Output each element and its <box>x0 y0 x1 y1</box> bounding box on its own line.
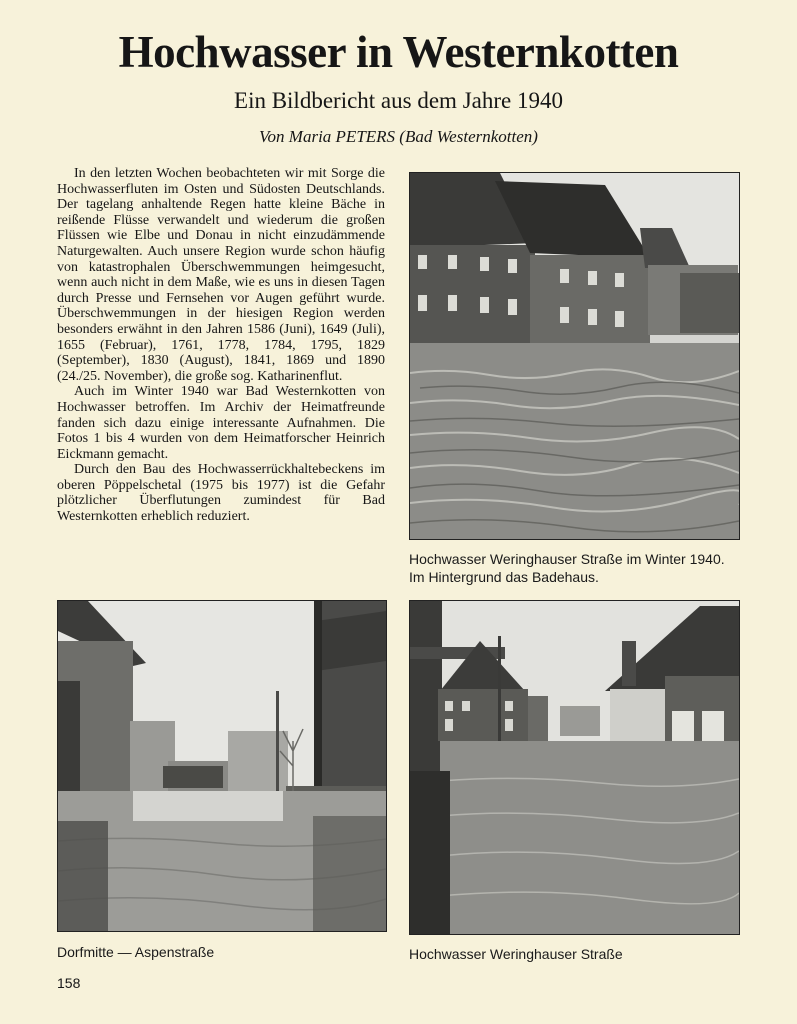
page-number: 158 <box>57 975 81 991</box>
photo-weringhauser <box>409 600 740 935</box>
article-title: Hochwasser in Westernkotten <box>118 27 679 77</box>
photo-dorfmitte <box>57 600 387 932</box>
photo-flooded-street-view <box>410 601 739 934</box>
photo-caption: Hochwasser Weringhauser Straße im Winter 1940. Im Hintergrund das Badehaus. <box>409 551 725 585</box>
paragraph: In den letzten Wochen beobachteten wir mit Sorge die Hochwasserfluten im Osten und Südosten Deutschlands. Der tagelang anhaltende Regen hatte kleine Bäche in reißende Flüsse verwandelt und wiederum die großen Flüssen wie Elbe und Donau in nicht einzudämmende Naturgewalten. Auch unsere Region wurde schon häufig von katastrophalen Überschwemmungen heimgesucht, wenn auch nicht in dem Maße, wie es uns in diesen Tagen durch Presse und Fernsehen vor Augen geführt wurde. Überschwemmungen in der hiesigen Region werden besonders erwähnt in den Jahren 1586 (Juni), 1649 (Juli), 1655 (Februar), 1761, 1778, 1784, 1795, 1829 (September), 1830 (August), 1841, 1869 und 1890 (24./25. November), die große sog. Katharinenflut. <box>57 166 385 384</box>
photo-flooded-village-center <box>58 601 386 931</box>
article-body <box>57 166 385 525</box>
photo-flooded-street-houses <box>410 173 739 539</box>
paragraph: Durch den Bau des Hochwasserrückhaltebeckens im oberen Pöppelschetal (1975 bis 1977) ist die Gefahr plötzlicher Überflutungen zumindest für Bad Westernkotten erheblich reduziert. <box>57 462 385 525</box>
paragraph: Auch im Winter 1940 war Bad Westernkotten von Hochwasser betroffen. Im Archiv der Heimatfreunde fanden sich dazu einige interessante Aufnahmen. Die Fotos 1 bis 4 wurden von dem Heimatforscher Heinrich Eickmann gemacht. <box>57 384 385 462</box>
article-subtitle: Ein Bildbericht aus dem Jahre 1940 <box>234 88 563 113</box>
photo-caption: Dorfmitte — Aspenstraße <box>57 944 215 960</box>
photo-weringhauser-winter <box>409 172 740 540</box>
article-author: Von Maria PETERS (Bad Westernkotten) <box>259 127 538 146</box>
photo-caption: Hochwasser Weringhauser Straße <box>409 946 623 962</box>
